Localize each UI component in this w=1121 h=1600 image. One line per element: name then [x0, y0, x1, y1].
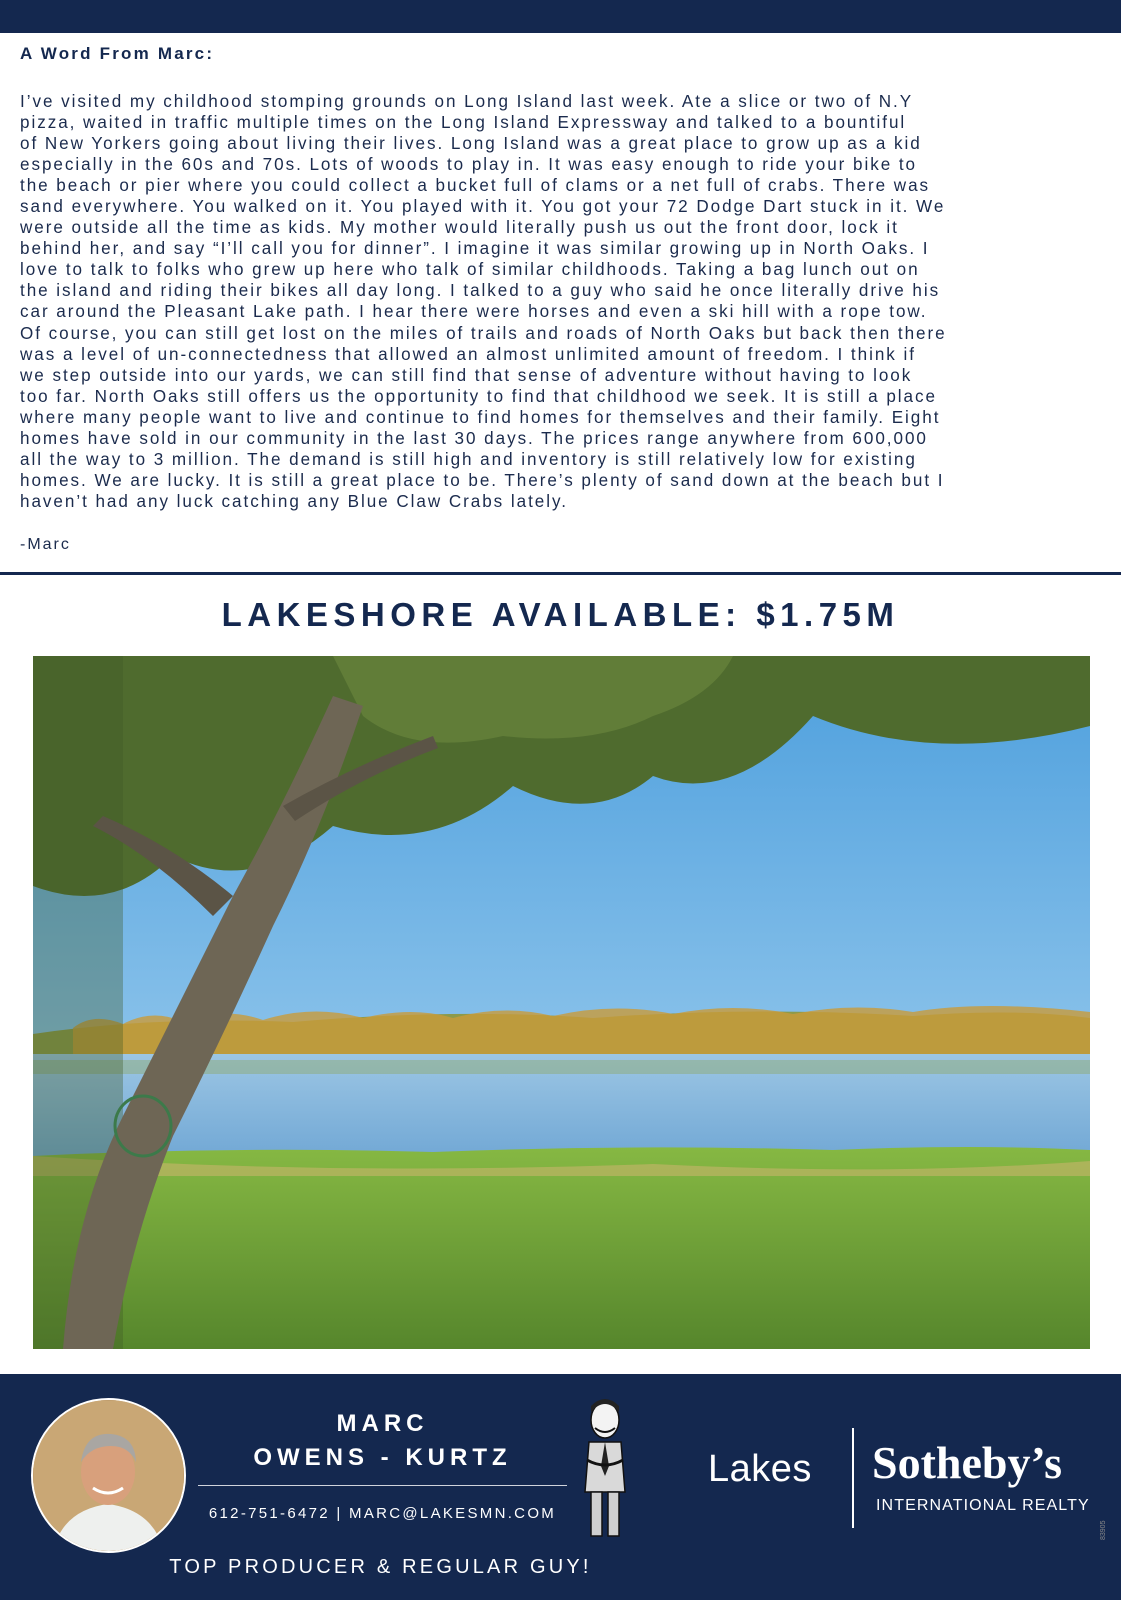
article-line: homes have sold in our community in the last 30 days. The prices range anywhere from 600,000	[20, 428, 928, 448]
agent-tagline: TOP PRODUCER & REGULAR GUY!	[169, 1556, 592, 1578]
article-line: pizza, waited in traffic multiple times on the Long Island Expressway and talked to a bountiful	[20, 113, 907, 133]
article-line: I’ve visited my childhood stomping grounds on Long Island last week. Ate a slice or two of N.Y	[20, 92, 914, 111]
agent-divider	[198, 1485, 567, 1486]
article-line: we step outside into our yards, we can still find that sense of adventure without having to look	[20, 365, 913, 385]
article	[20, 44, 1104, 554]
signature: -Marc	[20, 535, 71, 553]
edge-code: 83905	[1100, 1520, 1107, 1540]
article-line: where many people want to live and continue to find homes for themselves and their family. Eight	[20, 407, 941, 427]
agent-last-name: OWENS - KURTZ	[253, 1444, 512, 1471]
article-line: too far. North Oaks still offers us the opportunity to find that childhood we seek. It is still a place	[20, 386, 937, 406]
article-line: love to talk to folks who grew up here who talk of similar childhoods. Taking a bag lunch out on	[20, 260, 920, 280]
article-body	[20, 91, 1104, 512]
brand-lakes: Lakes	[708, 1448, 812, 1490]
agent-contact[interactable]: 612-751-6472 | MARC@LAKESMN.COM	[208, 1505, 557, 1522]
suited-man-caricature-icon	[579, 1396, 631, 1541]
article-line: were outside all the time as kids. My mother would literally push us out the front door, lock it	[20, 218, 899, 238]
listing-title: LAKESHORE AVAILABLE: $1.75M	[221, 596, 900, 633]
article-line: was a level of un-connectedness that allowed an almost unlimited amount of freedom. I think if	[20, 344, 916, 364]
agent-first-name: MARC	[336, 1410, 429, 1437]
top-bar	[0, 0, 1121, 33]
article-line: especially in the 60s and 70s. Lots of woods to play in. It was easy enough to ride your bike to	[20, 155, 918, 175]
article-heading: A Word From Marc:	[20, 44, 215, 63]
brand-separator	[852, 1428, 854, 1528]
brand-sothebys: Sotheby’s	[872, 1437, 1062, 1488]
cartoon	[579, 1396, 631, 1541]
lake-with-tree-icon	[33, 656, 1090, 1349]
article-line: Of course, you can still get lost on the miles of trails and roads of North Oaks but back then there	[20, 323, 947, 343]
brand-subtitle: INTERNATIONAL REALTY	[876, 1497, 1090, 1514]
section-divider	[0, 572, 1121, 575]
article-line: haven’t had any luck catching any Blue Claw Crabs lately.	[20, 491, 568, 511]
article-line: sand everywhere. You walked on it. You played with it. You got your 72 Dodge Dart stuck in it. We	[20, 197, 946, 217]
article-line: all the way to 3 million. The demand is still high and inventory is still relatively low for existing	[20, 449, 917, 469]
article-line: the island and riding their bikes all day long. I talked to a guy who said he once literally drive his	[20, 281, 941, 301]
article-line: homes. We are lucky. It is still a great place to be. There’s plenty of sand down at the beach but I	[20, 470, 945, 490]
article-line: car around the Pleasant Lake path. I hear there were horses and even a ski hill with a rope tow.	[20, 302, 928, 322]
footer	[0, 1374, 1121, 1600]
agent-photo-icon	[33, 1400, 184, 1551]
lake-photo	[33, 656, 1090, 1349]
agent-headshot	[31, 1398, 186, 1553]
article-line: behind her, and say “I’ll call you for dinner”. I imagine it was similar growing up in North Oaks. I	[20, 239, 930, 259]
article-line: of New Yorkers going about living their lives. Long Island was a great place to grow up as a kid	[20, 134, 922, 154]
article-line: the beach or pier where you could collect a bucket full of clams or a net full of crabs. There was	[20, 176, 931, 196]
